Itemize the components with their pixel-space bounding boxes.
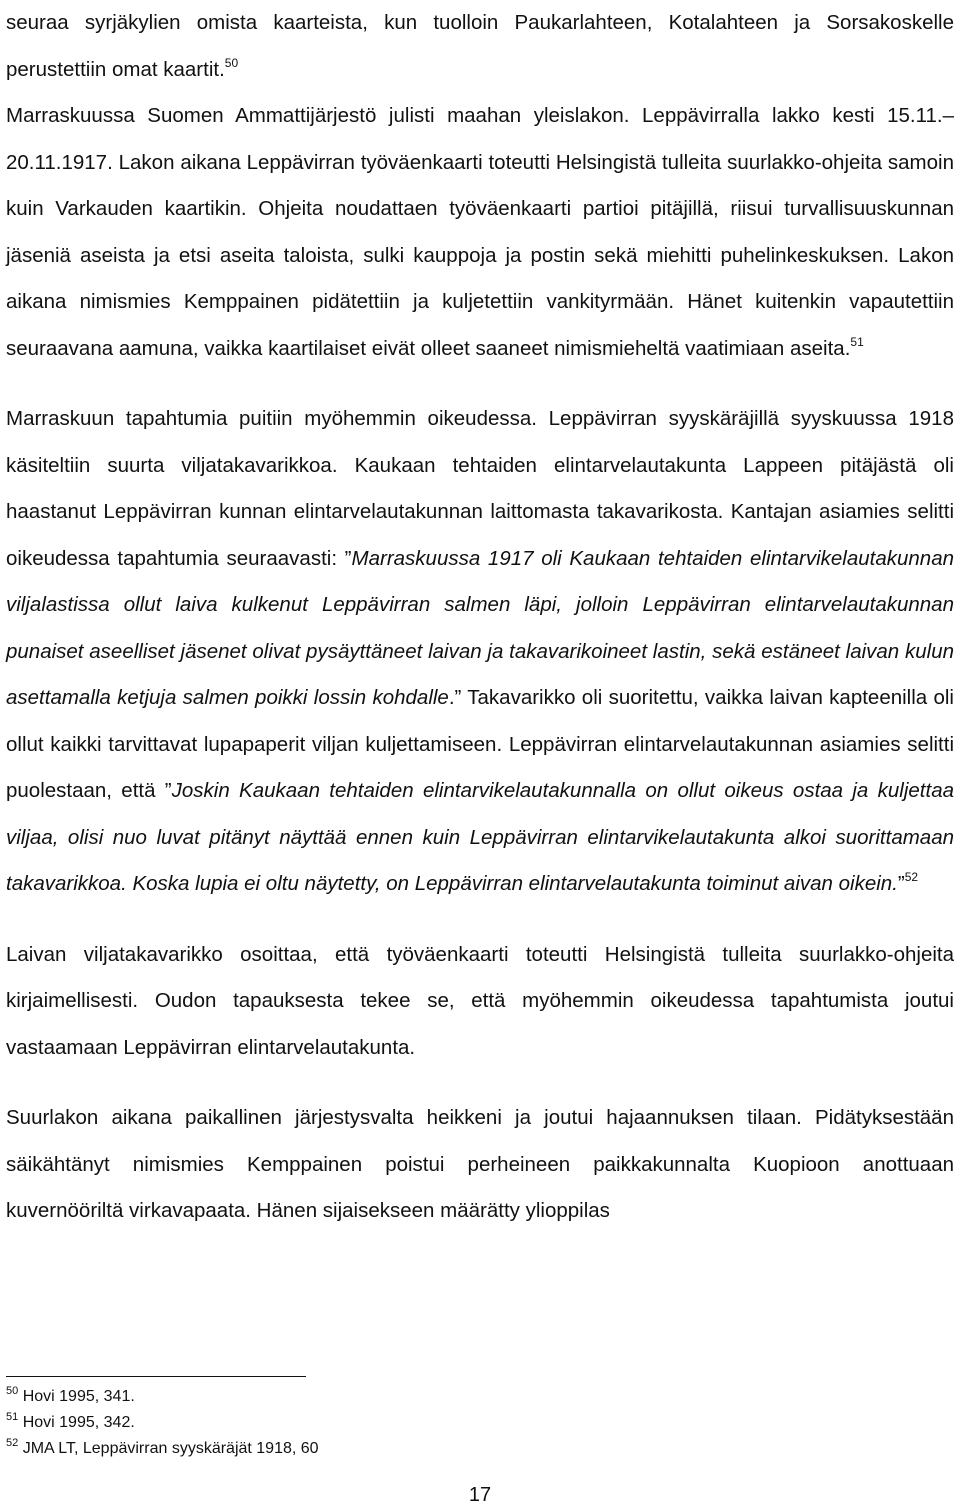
paragraph-text: Suurlakon aikana paikallinen järjestysvalta heikkeni ja joutui hajaannuksen tilaan. Pidätyksestään säikähtänyt nimismies Kemppainen poistui perheineen paikkakunnalta Kuopioon anottuaan kuvernööriltä virkavapaata. Hänen sijaisekseen määrätty ylioppilas (6, 1106, 954, 1222)
paragraph (6, 932, 954, 1072)
footnote (6, 1436, 319, 1462)
quotation-italic: Marraskuussa 1917 oli Kaukaan tehtaiden elintarvikelautakunnan viljalastissa ollut laiva kulkenut Leppävirran salmen läpi, jolloin Leppävirran elintarvelautakunnan punaiset aseelliset jäsenet olivat pysäyttäneet laivan ja takavarikoineet lastin, sekä estäneet laivan kulun asettamalla ketjuja salmen poikki lossin kohdalle (6, 546, 954, 709)
paragraph-text: ” (897, 872, 905, 895)
paragraph-text: seuraa syrjäkylien omista kaarteista, kun tuolloin Paukarlahteen, Kotalahteen ja Sorsakoskelle perustettiin omat kaartit. (6, 11, 954, 81)
footnote (6, 1410, 319, 1436)
paragraph-text: Marraskuun tapahtumia puitiin myöhemmin oikeudessa. Leppävirran syyskäräjillä syyskuussa 1918 käsiteltiin suurta viljatakavarikkoa. Kaukaan tehtaiden elintarvelautakunta Lappeen pitäjästä oli haastanut Leppävirran kunnan elintarvelautakunnan laittomasta takavarikosta. Kantajan asiamies selitti oikeudessa tapahtumia seuraavasti: ” (6, 407, 954, 570)
footnote-ref[interactable]: 50 (224, 55, 239, 70)
paragraph (6, 93, 954, 372)
footnote-number: 52 (6, 1437, 19, 1449)
footnote-text: JMA LT, Leppävirran syyskäräjät 1918, 60 (22, 1440, 319, 1457)
paragraph-text: Laivan viljatakavarikko osoittaa, että työväenkaarti toteutti Helsingistä tulleita suurlakko-ohjeita kirjaimellisesti. Oudon tapauksesta tekee se, että myöhemmin oikeudessa tapahtumista joutui vastaamaan Leppävirran elintarvelautakunta. (6, 942, 954, 1059)
paragraph (6, 0, 954, 93)
footnote-number: 50 (6, 1385, 19, 1397)
page-body (6, 0, 954, 1235)
footnote-ref[interactable]: 52 (904, 870, 919, 884)
paragraph (6, 396, 954, 908)
footnote-divider (6, 1376, 306, 1377)
footnote-ref[interactable]: 51 (850, 334, 864, 349)
footnote-number: 51 (6, 1411, 19, 1423)
page-number: 17 (468, 1484, 492, 1506)
footnote-text: Hovi 1995, 342. (22, 1414, 135, 1431)
footnote-text: Hovi 1995, 341. (22, 1388, 135, 1405)
paragraph (6, 1095, 954, 1235)
footnote (6, 1384, 319, 1410)
footnotes (6, 1384, 319, 1462)
paragraph-text: .” Takavarikko oli suoritettu, vaikka laivan kapteenilla oli ollut kaikki tarvittavat lupapaperit viljan kuljettamiseen. Leppävirran elintarvelautakunnan asiamies selitti puolestaan, että ” (6, 686, 954, 802)
quotation-italic: Joskin Kaukaan tehtaiden elintarvikelautakunnalla on ollut oikeus ostaa ja kuljettaa viljaa, olisi nuo luvat pitänyt näyttää ennen kuin Leppävirran elintarvikelautakunta alkoi suorittamaan takavarikkoa. Koska lupia ei oltu näytetty, on Leppävirran elintarvelautakunta toiminut aivan oikein. (6, 779, 954, 895)
paragraph-text: Marraskuussa Suomen Ammattijärjestö julisti maahan yleislakon. Leppävirralla lakko kesti 15.11.–20.11.1917. Lakon aikana Leppävirran työväenkaarti toteutti Helsingistä tulleita suurlakko-ohjeita samoin kuin Varkauden kaartikin. Ohjeita noudattaen työväenkaarti partioi pitäjillä, riisui turvallisuuskunnan jäseniä aseista ja etsi aseita taloista, sulki kauppoja ja postin sekä miehitti puhelinkeskuksen. Lakon aikana nimismies Kemppainen pidätettiin ja kuljetettiin vankityrmään. Hänet kuitenkin vapautettiin seuraavana aamuna, vaikka kaartilaiset eivät olleet saaneet nimismieheltä vaatimiaan aseita. (6, 104, 954, 360)
